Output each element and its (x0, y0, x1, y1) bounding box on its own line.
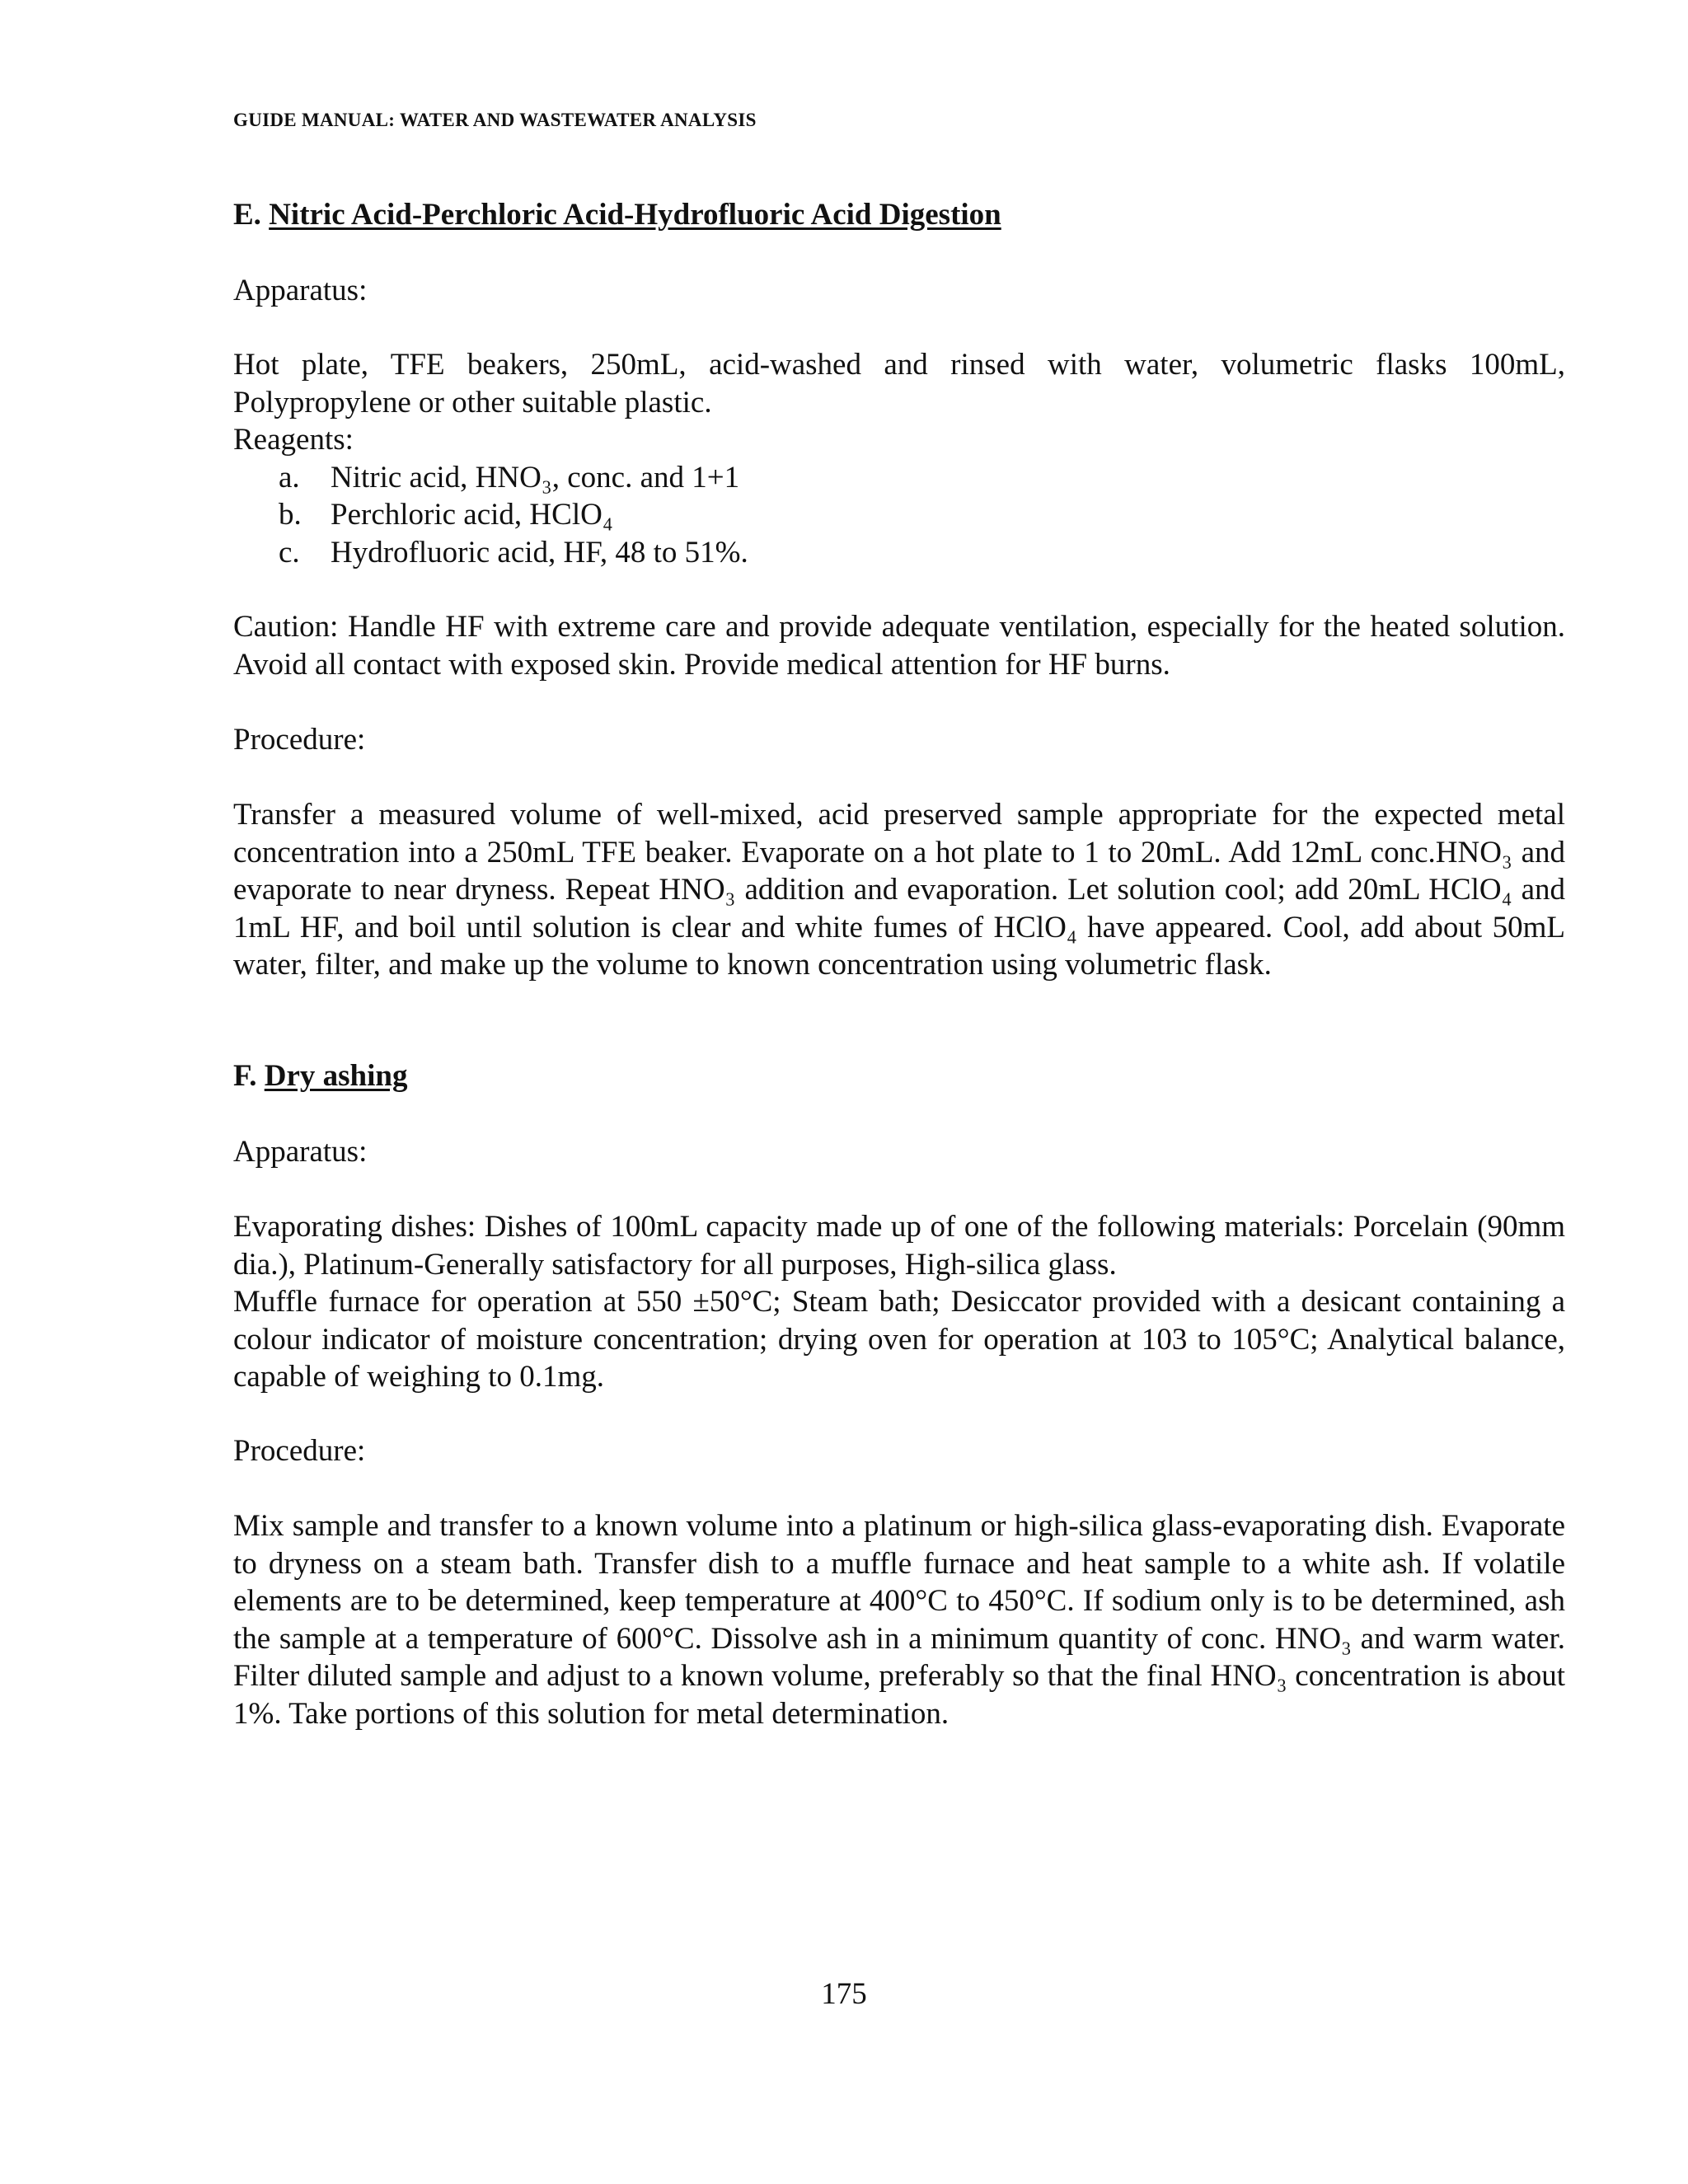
reagent-text: Hydrofluoric acid, HF, 48 to 51%. (331, 535, 748, 569)
section-e-apparatus (233, 346, 1565, 571)
section-e-procedure-text: Transfer a measured volume of well-mixed, acid preserved sample appropriate for the expected metal concentration into a 250mL TFE beaker. Evaporate on a hot plate to 1 to 20mL. Add 12mL conc.HNO₃ and evaporate to near dryness. Repeat HNO₃ addition and evaporation. Let solution cool; add 20mL HClO₄ and 1mL HF, and boil until solution is clear and white fumes of HClO₄ have appeared. Cool, add about 50mL water, filter, and make up the volume to known concentration using volumetric flask. (233, 798, 1565, 982)
list-item (233, 459, 1565, 497)
section-e-apparatus-label: Apparatus: (233, 274, 368, 307)
section-e-title: Nitric Acid-Perchloric Acid-Hydrofluoric Acid Digestion (269, 198, 1001, 232)
reagent-text: Nitric acid, HNO₃, conc. and 1+1 (331, 460, 740, 494)
section-f-procedure-label: Procedure: (233, 1434, 366, 1468)
section-f-apparatus (233, 1208, 1565, 1396)
list-marker: b. (279, 498, 302, 532)
reagent-text: Perchloric acid, HClO₄ (331, 498, 613, 532)
running-header: GUIDE MANUAL: WATER AND WASTEWATER ANALYSIS (233, 110, 757, 130)
section-f-apparatus-text-2: Muffle furnace for operation at 550 ±50°C; Steam bath; Desiccator provided with a desicant containing a colour indicator of moisture concentration; drying oven for operation at 103 to 105°C; Analytical balance, capable of weighing to 0.1mg. (233, 1285, 1565, 1394)
section-f-procedure-text: Mix sample and transfer to a known volume into a platinum or high-silica glass-evaporating dish. Evaporate to dryness on a steam bath. Transfer dish to a muffle furnace and heat sample to a white ash. If volatile elements are to be determined, keep temperature at 400°C to 450°C. If sodium only is to be determined, ash the sample at a temperature of 600°C. Dissolve ash in a minimum quantity of conc. HNO₃ and warm water. Filter diluted sample and adjust to a known volume, preferably so that the final HNO₃ concentration is about 1%. Take portions of this solution for metal determination. (233, 1509, 1565, 1731)
section-f-letter: F. (233, 1059, 257, 1093)
section-e-procedure-label: Procedure: (233, 723, 366, 757)
reagents-list (233, 459, 1565, 572)
section-e-heading (233, 196, 1565, 234)
caution-paragraph: Caution: Handle HF with extreme care and provide adequate ventilation, especially for the heated solution. Avoid all contact with exposed skin. Provide medical attention for HF burns. (233, 610, 1565, 682)
section-f-heading (233, 1057, 1565, 1095)
list-marker: a. (279, 460, 300, 494)
section-e-reagents-label: Reagents: (233, 423, 354, 457)
page-number: 175 (821, 1977, 867, 2011)
list-item (233, 534, 1565, 572)
section-e-letter: E. (233, 198, 261, 232)
section-f-title: Dry ashing (264, 1059, 408, 1093)
list-item (233, 496, 1565, 534)
list-marker: c. (279, 535, 300, 569)
section-e-apparatus-text: Hot plate, TFE beakers, 250mL, acid-washed and rinsed with water, volumetric flasks 100mL, Polypropylene or other suitable plastic. (233, 348, 1565, 419)
section-f-apparatus-text-1: Evaporating dishes: Dishes of 100mL capacity made up of one of the following materials: Porcelain (90mm dia.), Platinum-Generally satisfactory for all purposes, High-silica glass. (233, 1210, 1565, 1282)
section-f-apparatus-label: Apparatus: (233, 1135, 368, 1169)
